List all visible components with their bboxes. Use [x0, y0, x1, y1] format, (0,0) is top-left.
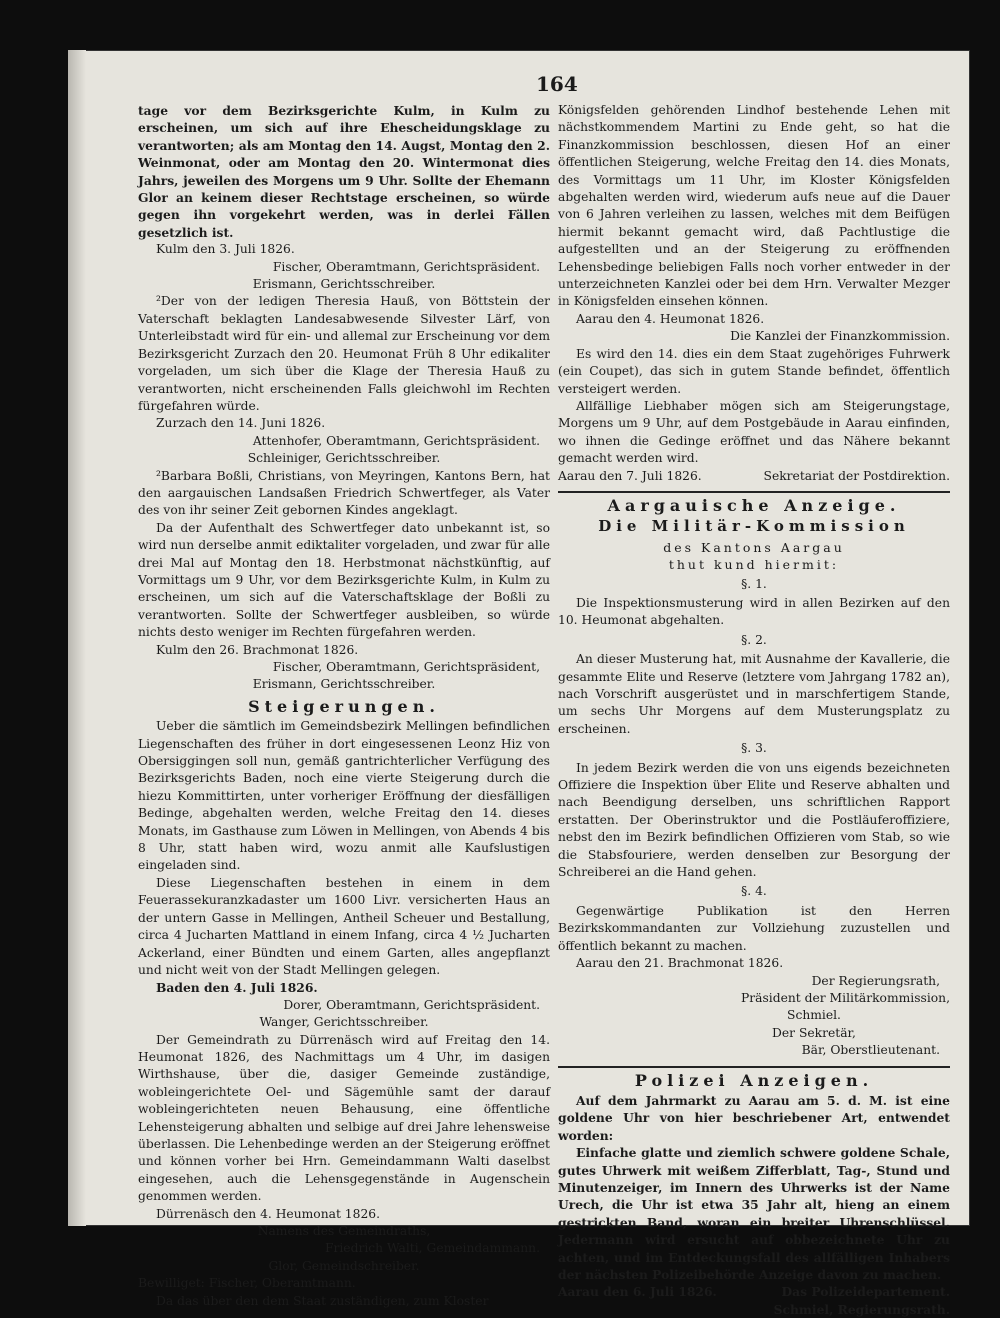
scanned-page: [68, 50, 970, 1317]
police-notice-date: Aarau den 6. Juli 1826.: [558, 1284, 717, 1300]
subheading-kanton: des Kantons Aargau: [663, 539, 845, 555]
auction-mellingen-date: Baden den 4. Juli 1826.: [156, 980, 318, 996]
notice-bossli-signature-1: Fischer, Oberamtmann, Gerichtspräsident,: [272, 660, 540, 674]
military-notice-date: Aarau den 21. Brachmonat 1826.: [576, 956, 784, 971]
left-column: [138, 102, 550, 1310]
paragraph-4-text: Gegenwärtige Publikation ist den Herren Bezirkskommandanten zur Vollziehung zuzustellen und öffentlich bekannt zu machen.: [558, 903, 950, 953]
military-signature-2: Präsident der Militärkommission,: [740, 990, 950, 1005]
paragraph-marker-4: §. 4.: [741, 884, 767, 899]
notice-bossli-summons: Da der Aufenthalt des Schwertfeger dato unbekannt ist, so wird nun derselbe anmit ediktaliter vorgeladen, und zwar für alle drei Mal auf Montag den 18. Herbstmonat nächstkünftig, auf Vormittags um 9 Uhr, vor dem Bezirksgerichte Kulm, in Kulm zu erscheinen, um sich auf die Vaterschaftsklage der Boßli zu verantworten. Sollte der Schwertfeger ausbleiben, so würde nichts desto weniger im Rechten fürgefahren werden.: [138, 520, 550, 640]
notice-glor-date: Kulm den 3. Juli 1826.: [156, 242, 295, 257]
auction-duerrenaesch-text: Der Gemeindrath zu Dürrenäsch wird auf Freitag den 14. Heumonat 1826, des Nachmittags um 4 Uhr, im dasigen Wirthshause, über die, dasiger Gemeinde zuständige, wobleingerichtete Oel- und Sägemühle samt der darauf wobleingerichteten neuen Behausung, eine öffentliche Lehensteigerung abhalten und selbige auf drei Jahre lehensweise überlassen. Die Lehenbedinge werden an der Steigerung eröffnet und können vorher bei Hrn. Gemeindammann Walti daselbst eingesehen, auch die Lehensgegenstände in Augenschein genommen werden.: [138, 1032, 550, 1204]
military-signature-4: Der Sekretär,: [772, 1025, 856, 1040]
page-edge-shadow: [68, 50, 86, 1226]
military-signature-1: Der Regierungsrath,: [811, 973, 940, 988]
coach-auction-date: Aarau den 7. Juli 1826.: [558, 468, 702, 483]
auction-duerrenaesch-date: Dürrenäsch den 4. Heumonat 1826.: [156, 1206, 380, 1221]
coach-auction-signature: Sekretariat der Postdirektion.: [763, 468, 950, 483]
police-notice-signature-2: Schmiel, Regierungsrath.: [773, 1301, 950, 1317]
auction-duerrenaesch-signature-1: Namens des Gemeindraths,: [257, 1224, 431, 1238]
page-number: 164: [536, 72, 578, 96]
notice-haus-date: Zurzach den 14. Juni 1826.: [156, 416, 326, 431]
section-heading-aargauische-anzeige: Aargauische Anzeige.: [607, 495, 901, 515]
auction-duerrenaesch-signature-3: Glor, Gemeindschreiber.: [268, 1258, 420, 1273]
paragraph-marker-3: §. 3.: [741, 741, 767, 756]
right-column: [558, 102, 950, 1318]
auction-mellingen-text: Ueber die sämtlich im Gemeindsbezirk Mellingen befindlichen Liegenschaften des früher in dort eingesessenen Leonz Hiz von Obersiggingen soll nun, gemäß gantrichterlicher Verfügung des Bezirksgerichts Baden, noch eine vierte Steigerung durch die hiezu Kommittirten, unter vorheriger Eröffnung der diesfälligen Bedinge, abgehalten werden, welche Freitag den 14. dieses Monats, im Gasthause zum Löwen in Mellingen, von Abends 4 bis 8 Uhr, statt haben wird, wozu anmit alle Kaufslustigen eingeladen sind.: [138, 719, 550, 873]
notice-haus-text: ²Der von der ledigen Theresia Hauß, von Böttstein der Vaterschaft beklagten Landesabwesende Silvester Lärf, von Unterleibstadt wird für ein- und allemal zur Erscheinung vor dem Bezirksgericht Zurzach den 20. Heumonat Früh 8 Uhr edikaliter vorgeladen, um sich über die Klage der Theresia Hauß zu verantworten, nicht erscheinenden Falls gleichwohl im Rechten fürgefahren würde.: [138, 294, 550, 413]
police-notice-signature-1: Das Polizeidepartement.: [781, 1284, 950, 1300]
military-signature-5: Bär, Oberstlieutenant.: [801, 1043, 940, 1058]
notice-haus-signature-1: Attenhofer, Oberamtmann, Gerichtspräsident.: [252, 433, 540, 448]
auction-duerrenaesch-signature-2: Friedrich Walti, Gemeindammann.: [324, 1241, 540, 1256]
section-divider: [558, 491, 950, 493]
notice-glor-text: tage vor dem Bezirksgerichte Kulm, in Kulm zu erscheinen, um sich auf ihre Ehescheidungsklage zu verantworten; als am Montag den 14. Augst, Montag den 2. Weinmonat, oder am Montag den 20. Wintermonat dies Jahrs, jeweilen des Morgens um 9 Uhr. Sollte der Ehemann Glor an keinem dieser Rechtstage erscheinen, so würde gegen ihn vorgekehrt werden, was in derlei Fällen gesetzlich ist.: [138, 103, 550, 240]
coach-auction-text: Es wird den 14. dies ein dem Staat zugehöriges Fuhrwerk (ein Coupet), das sich in gutem Stande befindet, öffentlich versteigert werden.: [558, 346, 950, 396]
paragraph-marker-1: §. 1.: [741, 576, 767, 591]
heading-militaer-kommission: Die Militär-Kommission: [598, 517, 910, 536]
notice-glor-signature-2: Erismann, Gerichtsschreiber.: [252, 277, 436, 292]
lindhof-notice-start: Da das über den dem Staat zuständigen, zum Kloster: [156, 1293, 489, 1308]
military-signature-3: Schmiel.: [787, 1008, 841, 1023]
notice-bossli-signature-2: Erismann, Gerichtsschreiber.: [252, 677, 436, 692]
section-heading-steigerungen: Steigerungen.: [248, 696, 440, 716]
coach-auction-details: Allfällige Liebhaber mögen sich am Steigerungstage, Morgens um 9 Uhr, auf dem Postgebäude in Aarau einfinden, wo ihnen die Gedinge eröffnet und das Nähere bekannt gemacht werden wird.: [558, 398, 950, 466]
lindhof-notice-date: Aarau den 4. Heumonat 1826.: [576, 311, 765, 326]
section-heading-polizei-anzeigen: Polizei Anzeigen.: [634, 1070, 874, 1090]
lindhof-notice-signature: Die Kanzlei der Finanzkommission.: [730, 329, 950, 344]
lindhof-notice-text: Königsfelden gehörenden Lindhof bestehende Lehen mit nächstkommendem Martini zu Ende geht, so hat die Finanzkommission beschlossen, diesen Hof an einer öffentlichen Steigerung, welche Freitag den 14. dies Monats, des Vormittags um 11 Uhr, im Kloster Königsfelden abgehalten werden wird, wiederum aufs neue auf die Dauer von 6 Jahren verleihen zu lassen, welches mit dem Beifügen hiermit bekannt gemacht wird, daß Pachtlustige die aufgestellten und an der Steigerung zu eröffnenden Lehensbedinge beliebigen Falls noch vorher entweder in der unterzeichneten Kanzlei oder bei dem Hrn. Verwalter Mezger in Königsfelden einsehen können.: [558, 103, 950, 309]
auction-mellingen-signature-2: Wanger, Gerichtsschreiber.: [259, 1015, 429, 1030]
auction-mellingen-details: Diese Liegenschaften bestehen in einem in dem Feuerassekuranzkadaster um 1600 Livr. versicherten Haus an der untern Gasse in Mellingen, Antheil Scheuer und Bestallung, circa 4 Jucharten Mattland in einem Infang, circa 4 ½ Jucharten Ackerland, einer Bündten und einem Garten, alles angepflanzt und nicht weit von der Stadt Mellingen gelegen.: [138, 875, 550, 977]
section-divider-2: [558, 1066, 950, 1068]
notice-glor-signature-1: Fischer, Oberamtmann, Gerichtspräsident.: [272, 259, 540, 274]
paragraph-1-text: Die Inspektionsmusterung wird in allen Bezirken auf den 10. Heumonat abgehalten.: [558, 595, 950, 628]
notice-bossli-text: ²Barbara Boßli, Christians, von Meyringen, Kantons Bern, hat den aargauischen Landsaßen Friedrich Schwertfeger, als Vater des von ihr seiner Zeit gebornen Kindes angeklagt.: [138, 468, 550, 518]
paragraph-2-text: An dieser Musterung hat, mit Ausnahme der Kavallerie, die gesammte Elite und Reserve (letztere vom Jahrgang 1782 an), nach Vorschrift ausgerüstet und in marschfertigem Stande, um sechs Uhr Morgens auf dem Musterungsplatz zu erscheinen.: [558, 652, 950, 736]
auction-mellingen-signature-1: Dorer, Oberamtmann, Gerichtspräsident.: [283, 997, 540, 1012]
subheading-thut-kund: thut kund hiermit:: [668, 557, 840, 573]
police-notice-description: Einfache glatte und ziemlich schwere goldene Schale, gutes Uhrwerk mit weißem Zifferblatt, Tag-, Stund und Minutenzeiger, im Innern des Uhrwerks ist der Name Urech, die Uhr ist etwa 35 Jahr alt, hieng an einem gestrickten Band, woran ein breiter Uhrenschlüssel. Jedermann wird ersucht auf obbezeichnete Uhr zu achten, und im Entdeckungsfall des allfälligen Inhabers der nächsten Polizeibehörde Anzeige davon zu machen.: [558, 1145, 950, 1282]
notice-bossli-date: Kulm den 26. Brachmonat 1826.: [156, 642, 359, 657]
notice-haus-signature-2: Schleiniger, Gerichtsschreiber.: [247, 451, 441, 466]
auction-duerrenaesch-approval: Bewilliget: Fischer, Oberamtmann.: [138, 1276, 356, 1291]
police-notice-intro: Auf dem Jahrmarkt zu Aarau am 5. d. M. ist eine goldene Uhr von hier beschriebener Art, entwendet worden:: [558, 1092, 950, 1143]
paragraph-3-text: In jedem Bezirk werden die von uns eigends bezeichneten Offiziere die Inspektion über Elite und Reserve abhalten und nach Beendigung derselben, uns schriftlichen Rapport erstatten. Der Oberinstruktor und die Postläuferoffiziere, nebst den im Bezirk befindlichen Offizieren vom Stab, so wie die Stabsfouriere, werden denselben zur Besorgung der Schreiberei an die Hand gehen.: [558, 760, 950, 880]
paragraph-marker-2: §. 2.: [741, 632, 767, 647]
